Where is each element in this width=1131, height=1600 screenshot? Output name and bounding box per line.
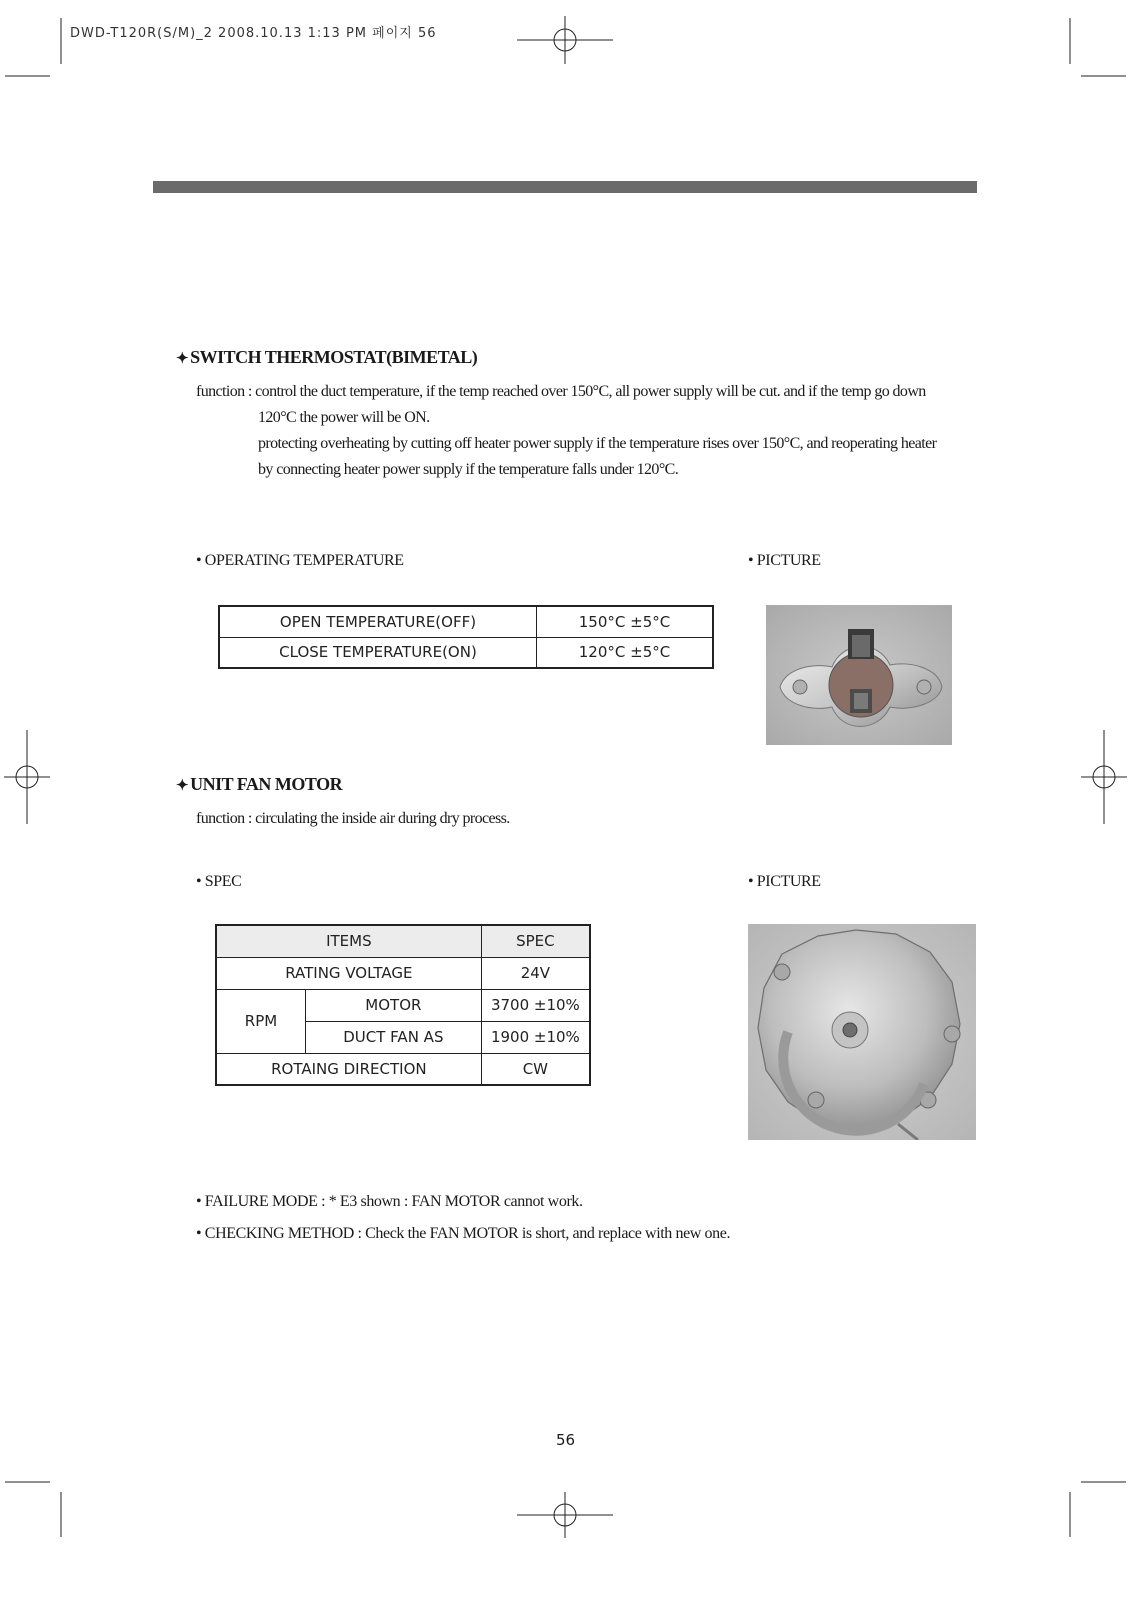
items-header: ITEMS	[216, 925, 481, 957]
table-row	[219, 637, 713, 668]
header-divider-bar	[153, 181, 977, 193]
star-bullet-icon: ✦	[176, 778, 189, 794]
rating-voltage-label: RATING VOLTAGE	[216, 957, 481, 989]
rating-voltage-value: 24V	[481, 957, 590, 989]
fan-motor-section-title	[176, 774, 342, 795]
thermostat-photo	[766, 605, 952, 745]
failure-mode-text: • FAILURE MODE : * E3 shown : FAN MOTOR cannot work.	[196, 1193, 583, 1210]
rpm-label: RPM	[216, 989, 306, 1053]
fan-motor-spec-table	[215, 924, 591, 1086]
rotating-direction-label: ROTAING DIRECTION	[216, 1053, 481, 1085]
checking-method-text: • CHECKING METHOD : Check the FAN MOTOR is short, and replace with new one.	[196, 1225, 731, 1242]
thermostat-function-line-3: protecting overheating by cutting off heater power supply if the temperature rises over 150°C, and reoperating heater	[258, 435, 937, 452]
table-row	[216, 957, 590, 989]
thermostat-function-line-4: by connecting heater power supply if the temperature falls under 120°C.	[258, 461, 679, 478]
thermostat-function-line-1: function : control the duct temperature, if the temp reached over 150°C, all power supply will be cut. and if the temp go down	[196, 383, 926, 400]
table-row	[219, 606, 713, 637]
thermostat-title-text: SWITCH THERMOSTAT(BIMETAL)	[190, 347, 478, 367]
close-temperature-label: CLOSE TEMPERATURE(ON)	[219, 637, 537, 668]
fan-motor-function-line: function : circulating the inside air during dry process.	[196, 810, 510, 827]
star-bullet-icon: ✦	[176, 351, 189, 367]
spec-header: SPEC	[481, 925, 590, 957]
duct-fan-label: DUCT FAN AS	[306, 1021, 482, 1053]
table-row	[216, 925, 590, 957]
fan-motor-photo	[748, 924, 976, 1140]
thermostat-function-line-2: 120°C the power will be ON.	[258, 409, 430, 426]
table-row	[216, 989, 590, 1021]
motor-value: 3700 ±10%	[481, 989, 590, 1021]
operating-temperature-label: • OPERATING TEMPERATURE	[196, 552, 404, 569]
fan-motor-title-text: UNIT FAN MOTOR	[190, 774, 343, 794]
page-number: 56	[555, 1431, 576, 1449]
close-temperature-value: 120°C ±5°C	[537, 637, 714, 668]
motor-label: MOTOR	[306, 989, 482, 1021]
thermostat-section-title	[176, 347, 477, 368]
table-row	[216, 1053, 590, 1085]
operating-temperature-table	[218, 605, 714, 669]
thermostat-picture-label: • PICTURE	[748, 552, 821, 569]
duct-fan-value: 1900 ±10%	[481, 1021, 590, 1053]
open-temperature-value: 150°C ±5°C	[537, 606, 714, 637]
open-temperature-label: OPEN TEMPERATURE(OFF)	[219, 606, 537, 637]
print-header: DWD-T120R(S/M)_2 2008.10.13 1:13 PM 페이지 56	[70, 26, 437, 41]
rotating-direction-value: CW	[481, 1053, 590, 1085]
fan-motor-picture-label: • PICTURE	[748, 873, 821, 890]
spec-label: • SPEC	[196, 873, 242, 890]
